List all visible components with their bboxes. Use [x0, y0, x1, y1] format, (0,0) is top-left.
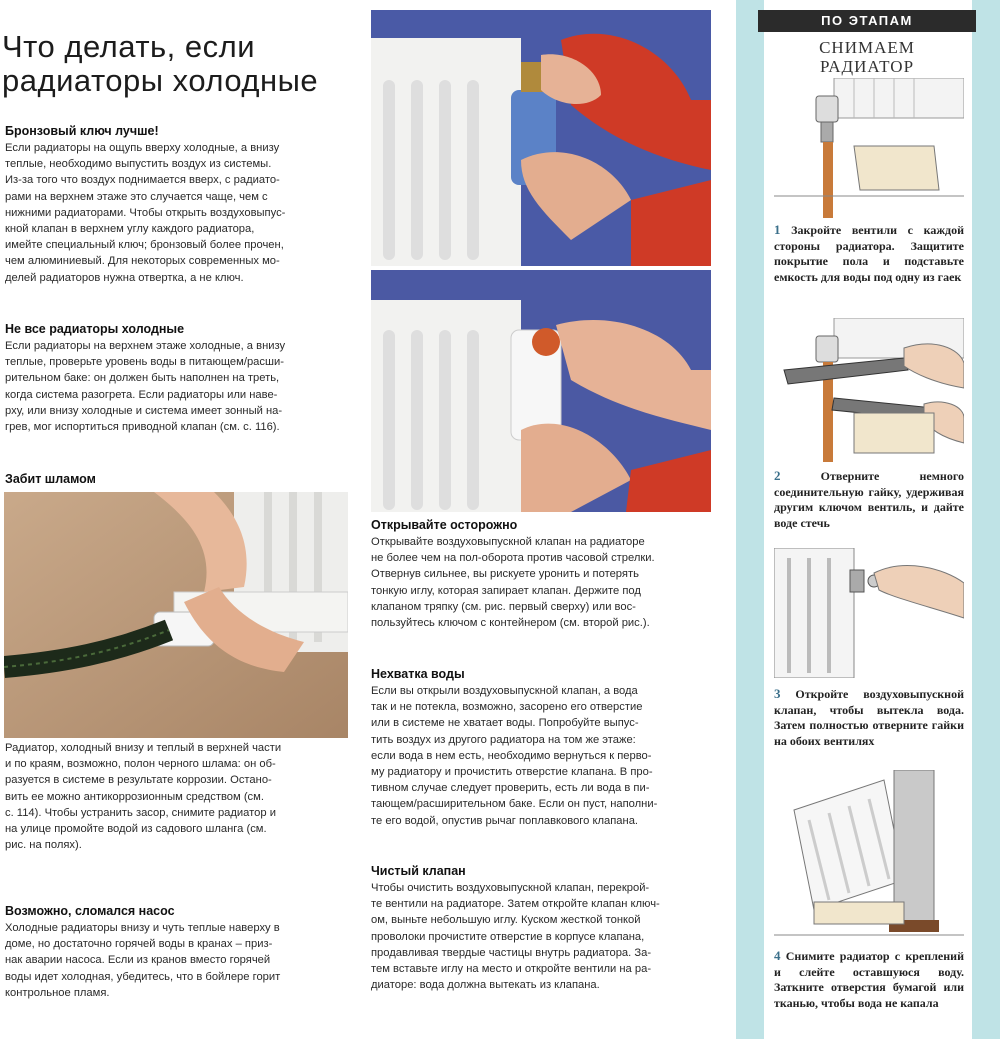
text-line: вить ее можно антикоррозионным средством (см. [5, 790, 264, 803]
section-bronze-key [5, 124, 350, 286]
text-line: имейте специальный ключ; бронзовый более прочен, [5, 239, 284, 252]
step-2-text [774, 468, 964, 531]
step-4-illustration [774, 770, 964, 942]
section-heading: Чистый клапан [371, 864, 466, 878]
section-heading: Нехватка воды [371, 667, 465, 681]
section-careful [371, 518, 721, 631]
text-line: когда система разогрета. Если радиаторы или наве- [5, 388, 278, 401]
text-line: разуется в системе в результате коррозии. Остано- [5, 774, 272, 787]
text-line: с. 114). Чтобы устранить засор, снимите радиатор и [5, 806, 276, 819]
text-line: му радиатору и прочистить отверстие клапана. В про- [371, 766, 653, 779]
section-body [5, 338, 350, 435]
section-body [371, 683, 721, 829]
text-line: Холодные радиаторы внизу и чуть теплые наверху в [5, 922, 280, 934]
text-line: ом, выньте небольшую иглу. Куском жесткой тонкой [371, 914, 641, 927]
text-line: те его водой, опустив рычаг поплавкового клапана. [371, 814, 639, 827]
sidebar-title [774, 38, 960, 76]
section-pump [5, 904, 350, 1001]
section-body [371, 534, 721, 631]
text-line: Из-за того что воздух поднимается вверх, с радиато- [5, 174, 280, 187]
step-sidebar [736, 0, 1000, 1039]
section-not-all-cold [5, 322, 350, 435]
section-heading-sludge: Забит шламом [5, 472, 96, 486]
sidebar-header: ПО ЭТАПАМ [758, 10, 976, 32]
text-line: не более чем на пол-оборота против часовой стрелки. [371, 552, 655, 565]
section-heading: Возможно, сломался насос [5, 904, 175, 918]
section-sludge-body [5, 740, 350, 853]
text-line: диаторе: вода должна вытекать из клапана. [371, 979, 600, 992]
text-line: теплые, проверьте уровень воды в питающем/расши- [5, 356, 284, 369]
section-body [371, 880, 721, 993]
text-line: грев, мог испортиться приводной клапан (см. с. 116). [5, 421, 280, 434]
bleed-container-photo [371, 270, 711, 512]
text-line: рительном баке: он должен быть наполнен на треть, [5, 372, 280, 385]
sidebar-title-line-2: РАДИАТОР [819, 57, 915, 76]
step-3-illustration [774, 548, 964, 678]
text-line: рху, или внизу холодные и система имеет зонный на- [5, 404, 283, 417]
page-title [2, 30, 352, 98]
text-line: тающем/расширительном баке. Если он пуст, наполни- [371, 798, 658, 811]
step-1-illustration [774, 78, 964, 218]
bleed-key-illustration [371, 10, 711, 266]
text-line: чем алюминиевый. Для некоторых современных мо- [5, 255, 280, 268]
text-line: нижними радиаторами. Чтобы открыть воздуховыпус- [5, 206, 286, 219]
section-body [5, 140, 350, 286]
text-line: Отвернув сильнее, вы рискуете уронить и потерять [371, 568, 639, 581]
text-line: рами на верхнем этаже это случается чаще, чем с [5, 190, 268, 203]
bleed-container-illustration [371, 270, 711, 512]
text-line: так и не потекла, возможно, засорено его отверстие [371, 701, 643, 714]
text-line: клапаном тряпку (см. рис. первый сверху) или вос- [371, 600, 636, 613]
text-line: тонкую иглу, которая запирает клапан. Держите под [371, 584, 641, 597]
text-line: воды идет холодная, убедитесь, что в бойлере горит [5, 970, 281, 983]
step-1-text [774, 222, 964, 285]
text-line: делей радиаторов нужна отвертка, а не ключ. [5, 271, 244, 284]
section-heading: Не все радиаторы холодные [5, 322, 185, 336]
text-line: нак аварии насоса. Если из кранов вместо горячей [5, 954, 271, 967]
step-3-text [774, 686, 964, 749]
section-body [5, 920, 350, 1001]
text-line: проволоки прочистите отверстие в корпусе клапана, [371, 930, 645, 943]
section-heading: Бронзовый ключ лучше! [5, 124, 159, 138]
step-3-number: 3 [774, 686, 781, 701]
text-line: теплые, необходимо выпустить воздух из системы. [5, 158, 272, 171]
step-4-number: 4 [774, 948, 781, 963]
title-line-2: радиаторы холодные [2, 63, 319, 98]
text-line: на улице промойте водой из садового шланга (см. [5, 823, 267, 836]
step-2-body: Отверните немного соединительную гайку, удерживая другим ключом вентиль, и дайте воде стечь [774, 469, 964, 530]
bleed-key-photo [371, 10, 711, 266]
hose-radiator-photo [4, 492, 348, 738]
text-line: Если вы открыли воздуховыпускной клапан, а вода [371, 685, 638, 697]
text-line: продавливая твердые частицы внутрь радиатора. За- [371, 946, 652, 959]
text-line: Если радиаторы на ощупь вверху холодные, а внизу [5, 142, 280, 154]
title-line-1: Что делать, если [2, 29, 256, 64]
text-line: Открывайте воздуховыпускной клапан на радиаторе [371, 536, 645, 548]
step-1-number: 1 [774, 222, 781, 237]
text-line: контрольное пламя. [5, 986, 110, 999]
text-line: тивном случае следует проверить, есть ли вода в пи- [371, 782, 650, 795]
sidebar-title-line-1: СНИМАЕМ [819, 38, 915, 57]
step-1-body: Закройте вентили с каждой стороны радиатора. Защитите покрытие пола и подставьте емкость для воды под одну из гаек [774, 223, 965, 284]
text-line: те вентили на радиаторе. Затем откройте клапан ключ- [371, 898, 660, 911]
text-line: тем вставьте иглу на место и откройте вентили на ра- [371, 963, 652, 976]
text-line: Радиатор, холодный внизу и теплый в верхней части [5, 742, 282, 754]
section-water-shortage [371, 667, 721, 829]
text-line: Если радиаторы на верхнем этаже холодные, а внизу [5, 340, 286, 352]
text-line: рис. на полях). [5, 839, 82, 852]
step-3-body: Откройте воздуховыпускной клапан, чтобы вытекла вода. Затем полностью отверните гайки на обоих вентилях [774, 687, 965, 748]
text-line: доме, но достаточно горячей воды в кранах – приз- [5, 938, 273, 951]
text-line: Чтобы очистить воздуховыпускной клапан, перекрой- [371, 882, 650, 894]
step-4-text [774, 948, 964, 1011]
section-clean-valve [371, 864, 721, 993]
text-line: тить воздух из другого радиатора на том же этаже: [371, 733, 636, 746]
text-line: кной клапан в верхнем углу каждого радиатора, [5, 223, 255, 236]
text-line: если вода в нем есть, необходимо вернуться к перво- [371, 749, 652, 762]
hose-photo-illustration [4, 492, 348, 738]
text-line: или в системе не хватает воды. Попробуйте выпус- [371, 717, 639, 730]
step-4-body: Снимите радиатор с креплений и слейте оставшуюся воду. Заткните отверстия бумагой или тканью, чтобы вода не капала [774, 949, 965, 1010]
step-2-illustration [774, 318, 964, 463]
text-line: пользуйтесь ключом с контейнером (см. второй рис.). [371, 617, 650, 630]
section-heading: Открывайте осторожно [371, 518, 518, 532]
text-line: и по краям, возможно, полон черного шлама: он об- [5, 758, 276, 771]
step-2-number: 2 [774, 468, 781, 483]
